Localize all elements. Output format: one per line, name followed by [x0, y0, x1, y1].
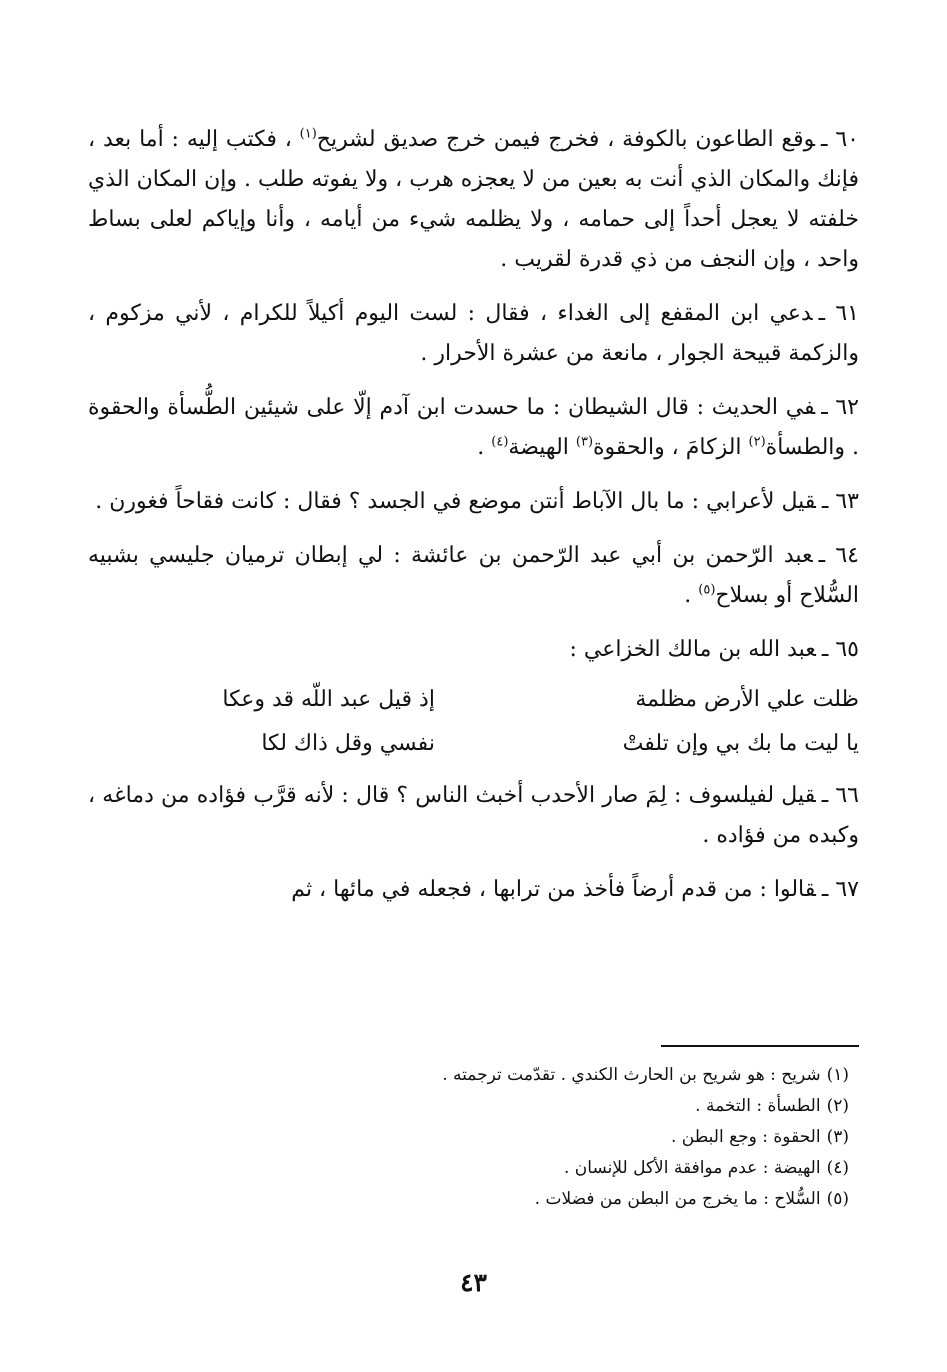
- entry-paragraph: [88, 388, 859, 468]
- entry-text: قيل لفيلسوف : لِمَ صار الأحدب أخبث الناس ؟ قال : لأنه قرَّب فؤاده من دماغه ، وكبده من فؤاده .: [88, 783, 859, 848]
- entry-text: عبد الله بن مالك الخزاعي :: [569, 637, 816, 662]
- entry-paragraph: [88, 776, 859, 856]
- entry-text: قيل لأعرابي : ما بال الآباط أنتن موضع في الجسد ؟ فقال : كانت فقاحاً فغورن .: [95, 489, 816, 514]
- footnote-number: (٣): [826, 1127, 849, 1147]
- footnotes: [98, 1060, 849, 1215]
- entry-text: قالوا : من قدم أرضاً فأخذ من ترابها ، فجعله في مائها ، ثم: [291, 877, 816, 902]
- verse-second-hemistich: إذ قيل عبد اللّه قد وعكا: [222, 687, 435, 712]
- poem: [88, 678, 859, 766]
- entry-number: ٦١ ـ: [818, 301, 859, 326]
- footnote-number: (٤): [826, 1158, 849, 1178]
- main-text: [88, 120, 859, 924]
- poem-verse: [88, 678, 859, 722]
- entry-number: ٦٥ ـ: [821, 637, 859, 662]
- footnote-ref: (٤): [491, 434, 509, 450]
- footnote-ref: (٥): [698, 582, 716, 598]
- entry-62: [88, 388, 859, 468]
- footnote-text: الحقوة : وجع البطن .: [670, 1127, 821, 1147]
- footnote-text: الطسأة : التخمة .: [695, 1096, 821, 1116]
- entry-paragraph: [88, 294, 859, 374]
- entry-number: ٦٦ ـ: [821, 783, 859, 808]
- entry-paragraph: [88, 536, 859, 616]
- footnote-ref: (١): [299, 126, 317, 142]
- entry-paragraph: [88, 482, 859, 522]
- footnote-number: (٢): [826, 1096, 849, 1116]
- entry-66: [88, 776, 859, 856]
- entry-paragraph: [88, 630, 859, 670]
- verse-first-hemistich: يا ليت ما بك بي وإن تلفتْ: [622, 731, 859, 756]
- footnote-text: السُّلاح : ما يخرج من البطن من فضلات .: [534, 1189, 821, 1209]
- footnote-number: (١): [826, 1065, 849, 1085]
- entry-text: وقع الطاعون بالكوفة ، فخرج فيمن خرج صديق لشريح: [316, 127, 816, 152]
- entry-64: [88, 536, 859, 616]
- entry-number: ٦٢ ـ: [821, 395, 859, 420]
- verse-second-hemistich: نفسي وقل ذاك لكا: [261, 731, 435, 756]
- entry-67: [88, 870, 859, 910]
- footnote-ref: (٢): [748, 434, 766, 450]
- entry-number: ٦٧ ـ: [821, 877, 859, 902]
- footnote: [98, 1060, 849, 1091]
- entry-paragraph: [88, 120, 859, 280]
- entry-60: [88, 120, 859, 280]
- entry-61: [88, 294, 859, 374]
- entry-65: [88, 630, 859, 670]
- entry-text: .: [684, 583, 699, 608]
- page-number: ٤٣: [460, 1268, 487, 1297]
- entry-paragraph: [88, 870, 859, 910]
- footnote: [98, 1122, 849, 1153]
- footnote: [98, 1091, 849, 1122]
- entry-number: ٦٠ ـ: [821, 127, 859, 152]
- footnote-ref: (٣): [575, 434, 594, 450]
- footnote: [98, 1153, 849, 1184]
- footnote-divider: [661, 1045, 859, 1047]
- entry-number: ٦٣ ـ: [821, 489, 859, 514]
- entry-text: ، فكتب إليه : أما بعد ، فإنك والمكان الذي أنت به بعين من لا يعجزه هرب ، ولا يفوته طلب . وإن المكان الذي خلفته لا يعجل أحداً إلى حمامه ، ولا يظلمه شيء من أيامه ، وأنا وإياكم لعلى بساط واحد ، وإن النجف من ذي قدرة لقريب .: [88, 127, 859, 272]
- footnote: [98, 1184, 849, 1215]
- entry-number: ٦٤ ـ: [818, 543, 859, 568]
- verse-first-hemistich: ظلت علي الأرض مظلمة: [635, 687, 859, 712]
- entry-63: [88, 482, 859, 522]
- entry-text: الهيضة: [508, 435, 576, 460]
- poem-verse: [88, 722, 859, 766]
- entry-text: عبد الرّحمن بن أبي عبد الرّحمن بن عائشة : لي إبطان ترميان جليسي بشبيه السُّلاح أو بسلاح: [88, 543, 859, 608]
- footnote-number: (٥): [826, 1189, 849, 1209]
- footnote-text: الهيضة : عدم موافقة الأكل للإنسان .: [563, 1158, 821, 1178]
- footnote-text: شريح : هو شريح بن الحارث الكندي . تقدّمت ترجمته .: [442, 1065, 821, 1085]
- entry-text: في الحديث : قال الشيطان : ما حسدت ابن آدم إلّا على شيئين الطُّسأة والحقوة . والطسأة: [88, 395, 859, 460]
- entry-text: .: [477, 435, 492, 460]
- entry-text: دعي ابن المقفع إلى الغداء ، فقال : لست اليوم أكيلاً للكرام ، لأني مزكوم ، والزكمة قبيحة الجوار ، مانعة من عشرة الأحرار .: [88, 301, 859, 366]
- entry-text: الزكامَ ، والحقوة: [593, 435, 749, 460]
